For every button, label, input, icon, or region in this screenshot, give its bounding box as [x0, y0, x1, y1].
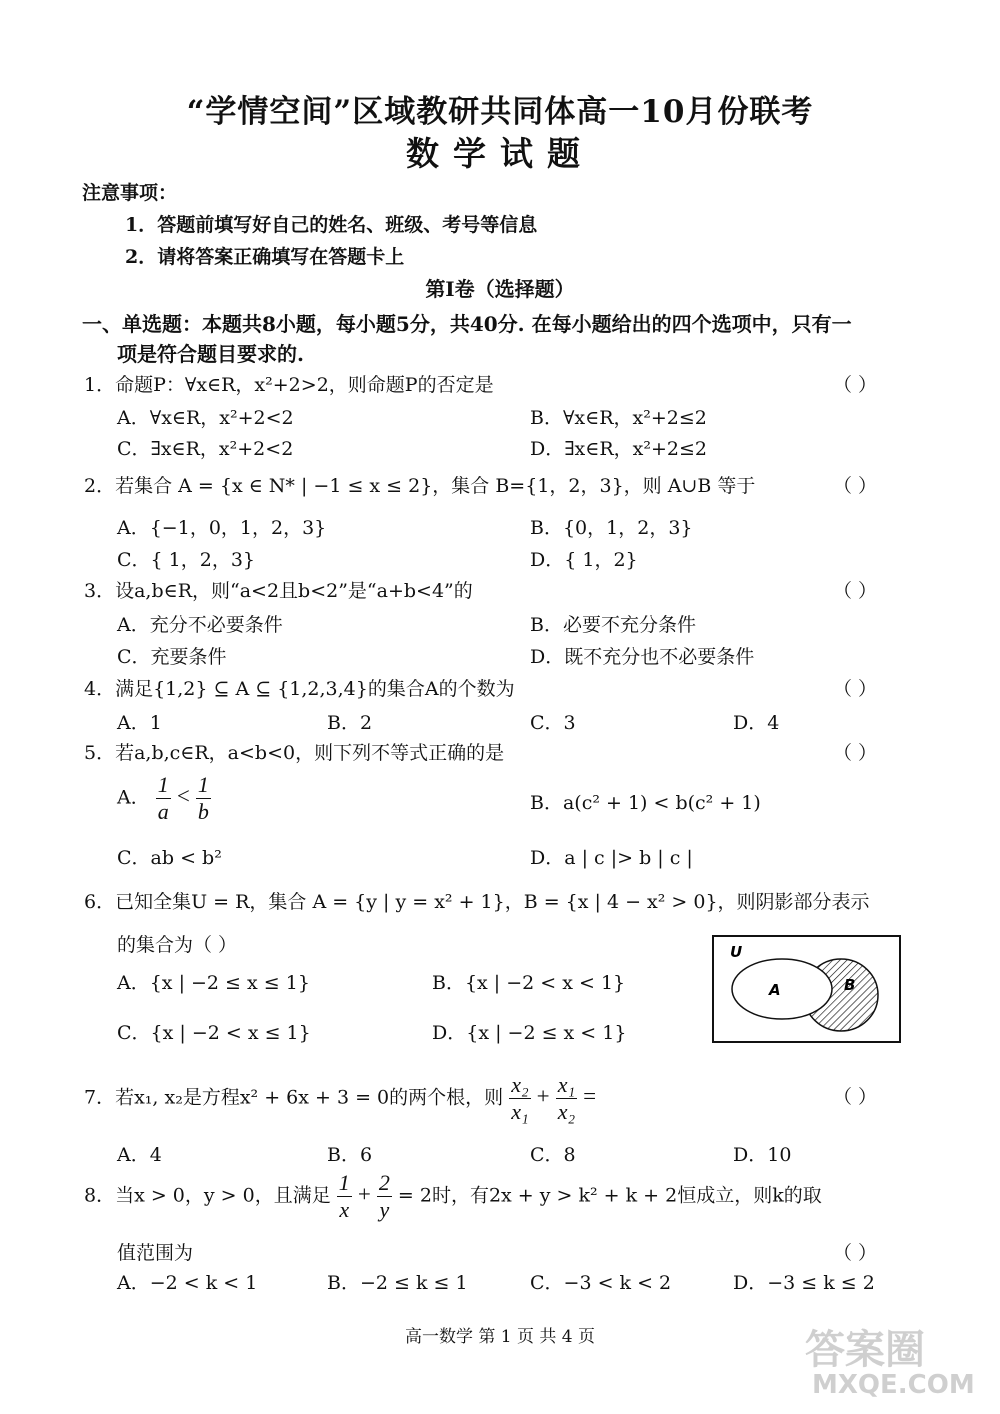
venn-label-b: B [844, 976, 856, 994]
set-a-ellipse [732, 959, 832, 1019]
question-6-cont: 的集合为（ ） [117, 934, 238, 956]
question-3: 3．设a,b∈R，则“a<2且b<2”是“a+b<4”的 [84, 580, 473, 602]
question-4: 4．满足{1,2} ⊆ A ⊆ {1,2,3,4}的集合A的个数为 [84, 678, 515, 700]
question-6: 6．已知全集U = R，集合 A = {y | y = x² + 1}，B = {x | 4 − x² > 0}，则阴影部分表示 [84, 891, 870, 913]
question-8: 8．当x > 0，y > 0，且满足 $\frac{1}{x}$ + $\frac{2}{y}$ = 2时，有2x + y > k² + k + 2恒成立，则k的取 [84, 1170, 822, 1222]
fraction: $\frac{1}{b}$ [197, 772, 209, 824]
venn-label-a: A [769, 981, 781, 999]
option-a: A．1 [117, 712, 162, 734]
page-footer: 高一数学 第 1 页 共 4 页 [404, 1327, 596, 1347]
option-d: D．4 [733, 712, 780, 734]
watermark-url: MXQE.COM [812, 1370, 975, 1400]
option-d: D．∃x∈R，x²+2≤2 [530, 438, 707, 460]
option-c: C．∃x∈R，x²+2<2 [117, 438, 294, 460]
venn-diagram [712, 935, 901, 1043]
answer-paren: （ ） [833, 678, 878, 700]
venn-label-u: U [730, 943, 743, 961]
option-c: C．{x | −2 < x ≤ 1} [117, 1022, 311, 1044]
option-b: B．{x | −2 < x < 1} [432, 972, 626, 994]
option-b: B．必要不充分条件 [530, 614, 696, 636]
option-b: B．−2 ≤ k ≤ 1 [327, 1272, 468, 1294]
option-c: C．{ 1，2，3} [117, 549, 256, 571]
exam-title: “学情空间”区域教研共同体高一10月份联考 [186, 94, 814, 130]
option-c: C．8 [530, 1144, 576, 1166]
option-d: D．a | c |> b | c | [530, 847, 693, 869]
option-a: A．4 [117, 1144, 162, 1166]
notice-item: 2．请将答案正确填写在答题卡上 [125, 246, 405, 268]
question-2: 2．若集合 A = {x ∈ N* | −1 ≤ x ≤ 2}，集合 B={1，2，3}，则 A∪B 等于 [84, 475, 756, 497]
option-b: B．{0，1，2，3} [530, 517, 693, 539]
option-c: C．−3 < k < 2 [530, 1272, 672, 1294]
answer-paren: （ ） [833, 1242, 878, 1264]
option-d: D．{x | −2 ≤ x < 1} [432, 1022, 627, 1044]
question-1: 1．命题P：∀x∈R，x²+2>2，则命题P的否定是 [84, 374, 494, 396]
option-c: C．3 [530, 712, 576, 734]
answer-paren: （ ） [833, 1086, 878, 1108]
watermark-logo: 答案圈 [805, 1327, 925, 1373]
question-5: 5．若a,b,c∈R，a<b<0，则下列不等式正确的是 [84, 742, 505, 764]
part-instructions-cont: 项是符合题目要求的. [117, 342, 304, 366]
fraction: $\frac{1}{x}$ [338, 1170, 350, 1222]
option-a: A． $\frac{1}{a}$ < $\frac{1}{b}$ [117, 772, 209, 824]
option-b: B．a(c² + 1) < b(c² + 1) [530, 792, 761, 814]
option-a: A．{x | −2 ≤ x ≤ 1} [117, 972, 310, 994]
option-b: B．6 [327, 1144, 373, 1166]
notice-heading: 注意事项： [82, 182, 178, 204]
answer-paren: （ ） [833, 580, 878, 602]
fraction: $\frac{2}{y}$ [378, 1170, 390, 1222]
question-8-cont: 值范围为 [117, 1242, 194, 1264]
option-d: D．10 [733, 1144, 792, 1166]
answer-paren: （ ） [833, 742, 878, 764]
option-a: A．{−1，0，1，2，3} [117, 517, 327, 539]
exam-subtitle: 数学试题 [406, 134, 594, 173]
section-title: 第Ⅰ卷（选择题） [425, 277, 575, 301]
option-b: B．2 [327, 712, 373, 734]
option-c: C．充要条件 [117, 646, 227, 668]
option-a: A．∀x∈R，x²+2<2 [117, 407, 294, 429]
fraction: $\frac{\text{x₁}}{\text{x₂}}$ [557, 1072, 576, 1124]
answer-paren: （ ） [833, 374, 878, 396]
fraction: $\frac{1}{a}$ [157, 772, 169, 824]
answer-paren: （ ） [833, 475, 878, 497]
question-7: 7．若x₁, x₂是方程x² + 6x + 3 = 0的两个根，则 $\frac{\text{x₂}}{\text{x₁}}$ + $\frac{\text{x₁}}{\text{x₂}}$ = [84, 1072, 597, 1124]
part-instructions: 一、单选题：本题共8小题，每小题5分，共40分. 在每小题给出的四个选项中，只有一 [82, 312, 852, 336]
option-d: D．−3 ≤ k ≤ 2 [733, 1272, 875, 1294]
option-d: D．{ 1，2} [530, 549, 638, 571]
option-a: A．充分不必要条件 [117, 614, 283, 636]
option-c: C．ab < b² [117, 847, 222, 869]
option-d: D．既不充分也不必要条件 [530, 646, 755, 668]
option-b: B．∀x∈R，x²+2≤2 [530, 407, 707, 429]
option-a: A．−2 < k < 1 [117, 1272, 258, 1294]
notice-item: 1．答题前填写好自己的姓名、班级、考号等信息 [125, 214, 538, 236]
fraction: $\frac{\text{x₂}}{\text{x₁}}$ [511, 1072, 529, 1124]
